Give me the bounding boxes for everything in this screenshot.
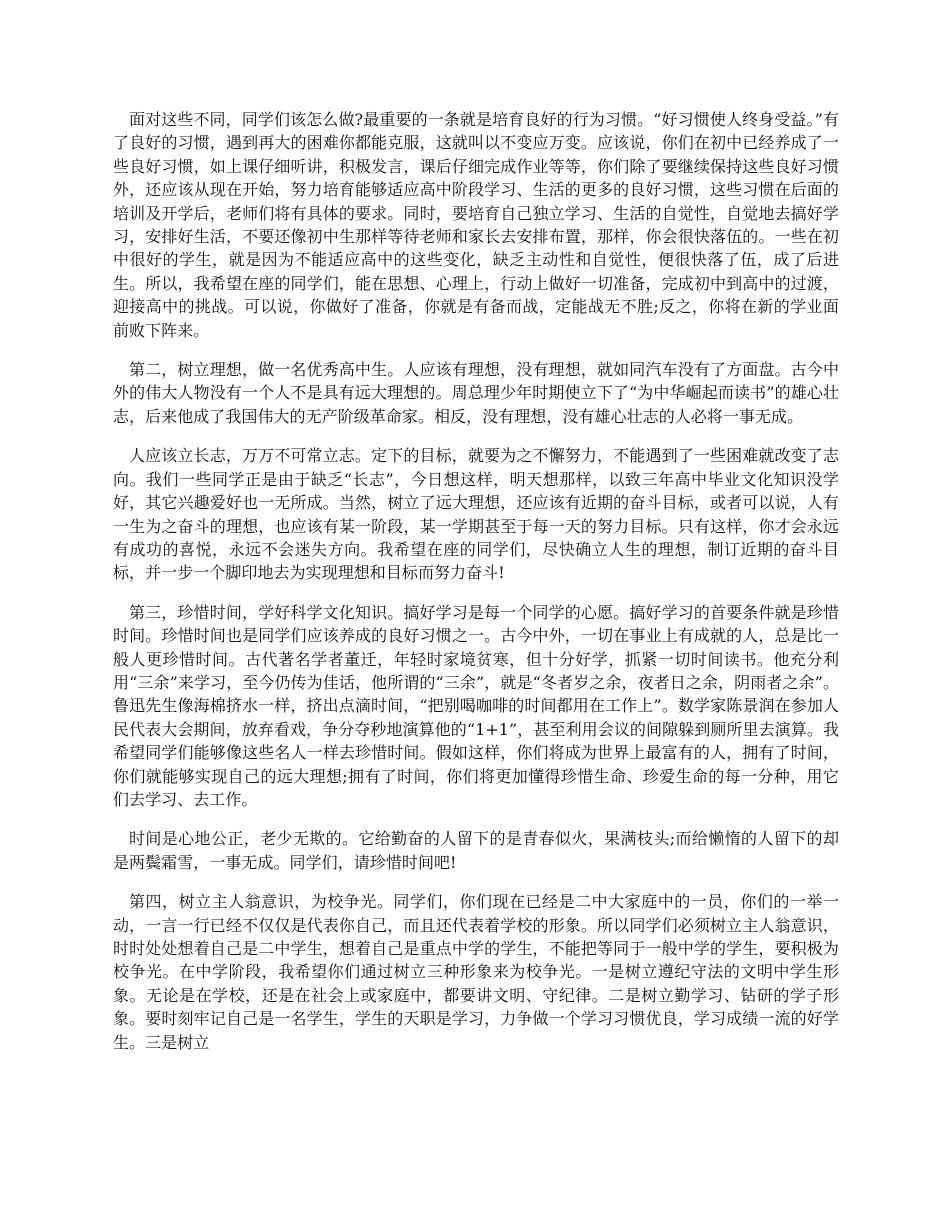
paragraph-good-habits: 面对这些不同，同学们该怎么做?最重要的一条就是培育良好的行为习惯。“好习惯使人终身受益。”有了良好的习惯，遇到再大的困难你都能克服，这就叫以不变应万变。应该说，你们在初中已经养成了一些良好习惯，如上课仔细听讲，积极发言，课后仔细完成作业等等，你们除了要继续保持这些良好习惯外，还应该从现在开始，努力培育能够适应高中阶段学习、生活的更多的良好习惯，这些习惯在后面的培训及开学后，老师们将有具体的要求。同时，要培育自己独立学习、生活的自觉性，自觉地去搞好学习，安排好生活，不要还像初中生那样等待老师和家长去安排布置，那样，你会很快落伍的。一些在初中很好的学生，就是因为不能适应高中的这些变化，缺乏主动性和自觉性，便很快落了伍，成了后进生。所以，我希望在座的同学们，能在思想、心理上，行动上做好一切准备，完成初中到高中的过渡，迎接高中的挑战。可以说，你做好了准备，你就是有备而战，定能战无不胜;反之，你将在新的学业面前败下阵来。 (113, 110, 839, 340)
paragraph-ideals: 第二，树立理想，做一名优秀高中生。人应该有理想，没有理想，就如同汽车没有了方面盘。古今中外的伟大人物没有一个人不是具有远大理想的。周总理少年时期使立下了“为中华崛起而读书”的雄心壮志，后来他成了我国伟大的无产阶级革命家。相反，没有理想，没有雄心壮志的人必将一事无成。 (113, 360, 839, 426)
paragraph-ownership: 第四，树立主人翁意识，为校争光。同学们，你们现在已经是二中大家庭中的一员，你们的一举一动，一言一行已经不仅仅是代表你自己，而且还代表着学校的形象。所以同学们必须树立主人翁意识，时时处处想着自己是二中学生，想着自己是重点中学的学生，不能把等同于一般中学的学生，要积极为校争光。在中学阶段，我希望你们通过树立三种形象来为校争光。一是树立遵纪守法的文明中学生形象。无论是在学校，还是在社会上或家庭中，都要讲文明、守纪律。二是树立勤学习、钻研的学子形象。要时刻牢记自己是一名学生，学生的天职是学习，力争做一个学习习惯优良，学习成绩一流的好学生。三是树立 (113, 892, 839, 1052)
paragraph-cherish-time: 第三，珍惜时间，学好科学文化知识。搞好学习是每一个同学的心愿。搞好学习的首要条件就是珍惜时间。珍惜时间也是同学们应该养成的良好习惯之一。古今中外，一切在事业上有成就的人，总是比一般人更珍惜时间。古代著名学者董迁，年轻时家境贫寒，但十分好学，抓紧一切时间读书。他充分利用“三余”来学习，至今仍传为佳话，他所谓的“三余”，就是“冬者岁之余，夜者日之余，阴雨者之余”。鲁迅先生像海棉挤水一样，挤出点滴时间，“把别喝咖啡的时间都用在工作上”。数学家陈景润在参加人民代表大会期间，放弃看戏，争分夺秒地演算他的“1+1”，甚至利用会议的间隙躲到厕所里去演算。我希望同学们能够像这些名人一样去珍惜时间。假如这样，你们将成为世界上最富有的人，拥有了时间，你们就能够实现自己的远大理想;拥有了时间，你们将更加懂得珍惜生命、珍爱生命的每一分种，用它们去学习、去工作。 (113, 602, 839, 809)
document-page (113, 108, 839, 1070)
paragraph-time-fairness: 时间是心地公正，老少无欺的。它给勤奋的人留下的是青春似火，果满枝头;而给懒惰的人留下的却是两鬓霜雪，一事无成。同学们，请珍惜时间吧! (113, 829, 839, 872)
paragraph-long-term-goals: 人应该立长志，万万不可常立志。定下的目标，就要为之不懈努力，不能遇到了一些困难就改变了志向。我们一些同学正是由于缺乏“长志”，今日想这样，明天想那样，以致三年高中毕业文化知识没学好，其它兴趣爱好也一无所成。当然，树立了远大理想，还应该有近期的奋斗目标，或者可以说，人有一生为之奋斗的理想，也应该有某一阶段，某一学期甚至于每一天的努力目标。只有这样，你才会永远有成功的喜悦，永远不会迷失方向。我希望在座的同学们，尽快确立人生的理想，制订近期的奋斗目标，并一步一个脚印地去为实现理想和目标而努力奋斗! (113, 446, 839, 583)
